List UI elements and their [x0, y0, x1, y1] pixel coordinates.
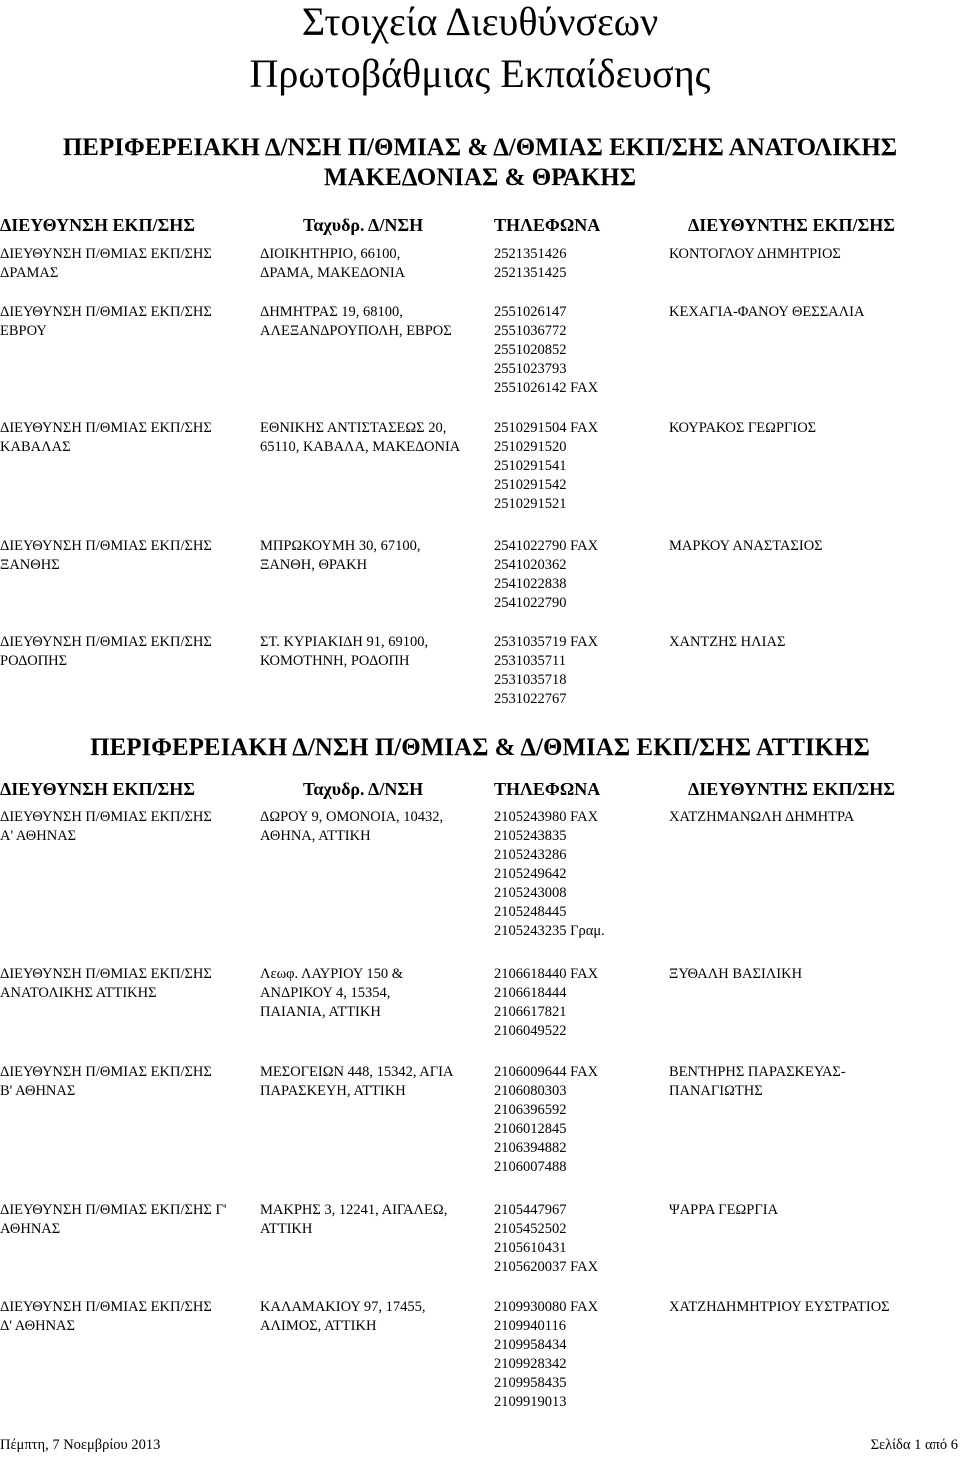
phone-numbers: 2109930080 FAX 2109940116 2109958434 2109928342 2109958435 2109919013: [494, 1299, 599, 1410]
phone-numbers: 2106009644 FAX 2106080303 2106396592 2106012845 2106394882 2106007488: [494, 1064, 599, 1175]
directorate-name: ΔΙΕΥΘΥΝΣΗ Π/ΘΜΙΑΣ ΕΚΠ/ΣΗΣ ΚΑΒΑΛΑΣ: [0, 420, 212, 455]
directorate-name: ΔΙΕΥΘΥΝΣΗ Π/ΘΜΙΑΣ ΕΚΠ/ΣΗΣ Α' ΑΘΗΝΑΣ: [0, 809, 212, 844]
footer-page-number: Σελίδα 1 από 6: [870, 1437, 958, 1453]
column-header-address: Ταχυδρ. Δ/ΝΣΗ: [303, 779, 424, 799]
phone-numbers: 2105447967 2105452502 2105610431 2105620037 FAX: [494, 1202, 599, 1275]
director-name: ΜΑΡΚΟΥ ΑΝΑΣΤΑΣΙΟΣ: [669, 538, 823, 554]
directorate-name: ΔΙΕΥΘΥΝΣΗ Π/ΘΜΙΑΣ ΕΚΠ/ΣΗΣ Δ' ΑΘΗΝΑΣ: [0, 1299, 212, 1334]
column-header-director: ΔΙΕΥΘΥΝΤΗΣ ΕΚΠ/ΣΗΣ: [688, 215, 895, 235]
phone-numbers: 2541022790 FAX 2541020362 2541022838 2541022790: [494, 538, 599, 611]
phone-numbers: 2105243980 FAX 2105243835 2105243286 2105249642 2105243008 2105248445 2105243235 Γραμ.: [494, 809, 605, 939]
postal-address: ΕΘΝΙΚΗΣ ΑΝΤΙΣΤΑΣΕΩΣ 20, 65110, ΚΑΒΑΛΑ, ΜΑΚΕΔΟΝΙΑ: [260, 420, 461, 455]
director-name: ΒΕΝΤΗΡΗΣ ΠΑΡΑΣΚΕΥΑΣ- ΠΑΝΑΓΙΩΤΗΣ: [669, 1064, 846, 1099]
column-header-phones: ΤΗΛΕΦΩΝΑ: [494, 215, 601, 235]
directorate-name: ΔΙΕΥΘΥΝΣΗ Π/ΘΜΙΑΣ ΕΚΠ/ΣΗΣ ΕΒΡΟΥ: [0, 304, 212, 339]
footer-date: Πέμπτη, 7 Νοεμβρίου 2013: [0, 1437, 161, 1453]
column-header-phones: ΤΗΛΕΦΩΝΑ: [494, 779, 601, 799]
director-name: ΚΕΧΑΓΙΑ-ΦΑΝΟΥ ΘΕΣΣΑΛΙΑ: [669, 304, 865, 320]
directorate-name: ΔΙΕΥΘΥΝΣΗ Π/ΘΜΙΑΣ ΕΚΠ/ΣΗΣ Β' ΑΘΗΝΑΣ: [0, 1064, 212, 1099]
phone-numbers: 2510291504 FAX 2510291520 2510291541 2510291542 2510291521: [494, 420, 599, 512]
director-name: ΞΥΘΑΛΗ ΒΑΣΙΛΙΚΗ: [669, 966, 803, 982]
column-header-directorate: ΔΙΕΥΘΥΝΣΗ ΕΚΠ/ΣΗΣ: [0, 215, 195, 235]
postal-address: ΚΑΛΑΜΑΚΙΟΥ 97, 17455, ΑΛΙΜΟΣ, ΑΤΤΙΚΗ: [260, 1299, 426, 1334]
postal-address: ΔΩΡΟΥ 9, ΟΜΟΝΟΙΑ, 10432, ΑΘΗΝΑ, ΑΤΤΙΚΗ: [260, 809, 444, 844]
region-title-line2: ΜΑΚΕΔΟΝΙΑΣ & ΘΡΑΚΗΣ: [323, 164, 637, 191]
postal-address: ΣΤ. ΚΥΡΙΑΚΙΔΗ 91, 69100, ΚΟΜΟΤΗΝΗ, ΡΟΔΟΠΗ: [260, 634, 429, 669]
column-header-directorate: ΔΙΕΥΘΥΝΣΗ ΕΚΠ/ΣΗΣ: [0, 779, 195, 799]
region-title-line1: ΠΕΡΙΦΕΡΕΙΑΚΗ Δ/ΝΣΗ Π/ΘΜΙΑΣ & Δ/ΘΜΙΑΣ ΕΚΠ/ΣΗΣ ΑΤΤΙΚΗΣ: [90, 734, 870, 761]
postal-address: Λεωφ. ΛΑΥΡΙΟΥ 150 & ΑΝΔΡΙΚΟΥ 4, 15354, ΠΑΙΑΝΙΑ, ΑΤΤΙΚΗ: [260, 966, 404, 1020]
phone-numbers: 2531035719 FAX 2531035711 2531035718 2531022767: [494, 634, 599, 707]
directorate-name: ΔΙΕΥΘΥΝΣΗ Π/ΘΜΙΑΣ ΕΚΠ/ΣΗΣ ΔΡΑΜΑΣ: [0, 246, 212, 281]
postal-address: ΜΑΚΡΗΣ 3, 12241, ΑΙΓΑΛΕΩ, ΑΤΤΙΚΗ: [260, 1202, 448, 1237]
postal-address: ΔΗΜΗΤΡΑΣ 19, 68100, ΑΛΕΞΑΝΔΡΟΥΠΟΛΗ, ΕΒΡΟΣ: [260, 304, 452, 339]
region-title-line1: ΠΕΡΙΦΕΡΕΙΑΚΗ Δ/ΝΣΗ Π/ΘΜΙΑΣ & Δ/ΘΜΙΑΣ ΕΚΠ/ΣΗΣ ΑΝΑΤΟΛΙΚΗΣ: [62, 134, 898, 161]
phone-numbers: 2521351426 2521351425: [494, 246, 567, 281]
postal-address: ΔΙΟΙΚΗΤΗΡΙΟ, 66100, ΔΡΑΜΑ, ΜΑΚΕΔΟΝΙΑ: [260, 246, 406, 281]
director-name: ΚΟΝΤΟΓΛΟΥ ΔΗΜΗΤΡΙΟΣ: [669, 246, 841, 262]
director-name: ΨΑΡΡΑ ΓΕΩΡΓΙΑ: [669, 1202, 779, 1218]
document-title-line2: Πρωτοβάθμιας Εκπαίδευσης: [249, 51, 711, 96]
postal-address: ΜΠΡΩΚΟΥΜΗ 30, 67100, ΞΑΝΘΗ, ΘΡΑΚΗ: [260, 538, 421, 573]
directorate-name: ΔΙΕΥΘΥΝΣΗ Π/ΘΜΙΑΣ ΕΚΠ/ΣΗΣ ΡΟΔΟΠΗΣ: [0, 634, 212, 669]
document-title-line1: Στοιχεία Διευθύνσεων: [301, 0, 659, 44]
director-name: ΧΑΤΖΗΔΗΜΗΤΡΙΟΥ ΕΥΣΤΡΑΤΙΟΣ: [669, 1299, 890, 1315]
directorate-name: ΔΙΕΥΘΥΝΣΗ Π/ΘΜΙΑΣ ΕΚΠ/ΣΗΣ Γ' ΑΘΗΝΑΣ: [0, 1202, 227, 1237]
directorate-name: ΔΙΕΥΘΥΝΣΗ Π/ΘΜΙΑΣ ΕΚΠ/ΣΗΣ ΑΝΑΤΟΛΙΚΗΣ ΑΤΤΙΚΗΣ: [0, 966, 212, 1001]
directorate-name: ΔΙΕΥΘΥΝΣΗ Π/ΘΜΙΑΣ ΕΚΠ/ΣΗΣ ΞΑΝΘΗΣ: [0, 538, 212, 573]
director-name: ΚΟΥΡΑΚΟΣ ΓΕΩΡΓΙΟΣ: [669, 420, 817, 436]
column-header-address: Ταχυδρ. Δ/ΝΣΗ: [303, 215, 424, 235]
director-name: ΧΑΤΖΗΜΑΝΩΛΗ ΔΗΜΗΤΡΑ: [669, 809, 855, 825]
phone-numbers: 2106618440 FAX 2106618444 2106617821 2106049522: [494, 966, 599, 1039]
director-name: ΧΑΝΤΖΗΣ ΗΛΙΑΣ: [669, 634, 786, 650]
postal-address: ΜΕΣΟΓΕΙΩΝ 448, 15342, ΑΓΙΑ ΠΑΡΑΣΚΕΥΗ, ΑΤΤΙΚΗ: [260, 1064, 454, 1099]
phone-numbers: 2551026147 2551036772 2551020852 2551023793 2551026142 FAX: [494, 304, 599, 396]
column-header-director: ΔΙΕΥΘΥΝΤΗΣ ΕΚΠ/ΣΗΣ: [688, 779, 895, 799]
